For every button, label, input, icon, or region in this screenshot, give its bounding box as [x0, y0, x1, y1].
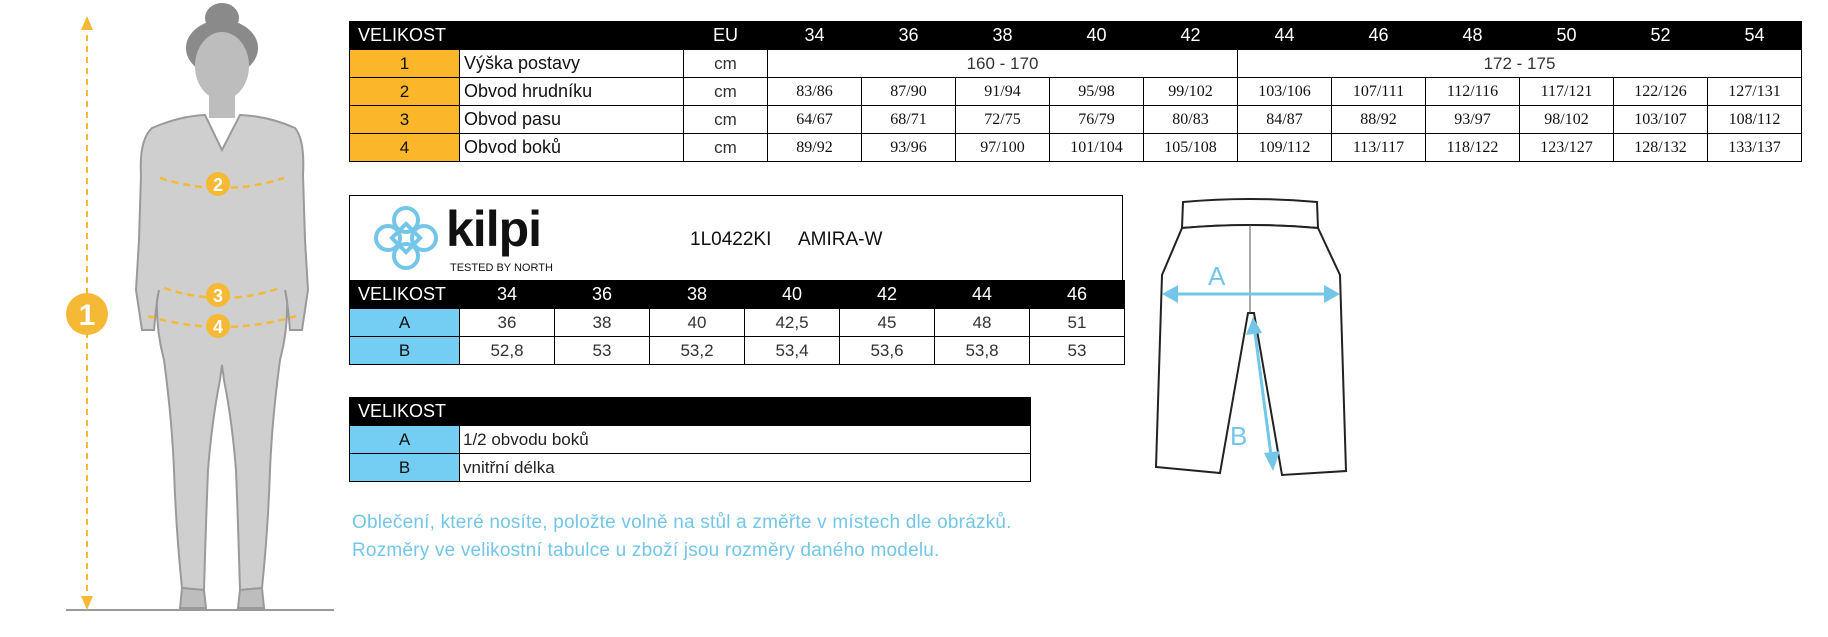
product-code: 1L0422KI — [690, 229, 772, 250]
cell: 88/92 — [1332, 106, 1426, 134]
table-row — [350, 50, 1802, 78]
row-unit: cm — [684, 106, 768, 134]
cell: 36 — [460, 309, 555, 337]
measurement-legend-table — [349, 397, 1031, 482]
cell: 53,8 — [935, 337, 1030, 365]
model-size-note: Rozměry ve velikostní tabulce u zboží jsou rozměry daného modelu. — [352, 540, 940, 561]
cell: 113/117 — [1332, 134, 1426, 162]
cell: 72/75 — [956, 106, 1050, 134]
shorts-outline — [1156, 199, 1346, 475]
header-size: 34 — [768, 22, 862, 50]
cell: 53,2 — [650, 337, 745, 365]
header-unit: EU — [684, 22, 768, 50]
measure-instruction-note: Oblečení, které nosíte, položte volně na stůl a změřte v místech dle obrázků. — [352, 512, 1012, 533]
cell: 53 — [555, 337, 650, 365]
cell: 53 — [1030, 337, 1125, 365]
row-unit: cm — [684, 78, 768, 106]
table-row — [350, 426, 1031, 454]
cell: 133/137 — [1708, 134, 1802, 162]
cell: 118/122 — [1426, 134, 1520, 162]
body-measurement-figure — [0, 0, 345, 637]
cell: 68/71 — [862, 106, 956, 134]
row-number: 3 — [350, 106, 460, 134]
product-size-table — [349, 280, 1125, 365]
row-label: Výška postavy — [460, 50, 684, 78]
svg-text:1: 1 — [78, 299, 96, 332]
row-number: 4 — [350, 134, 460, 162]
brand-logo-text: kilpi — [446, 201, 542, 257]
cell: 122/126 — [1614, 78, 1708, 106]
row-label: B — [350, 454, 460, 482]
table-row — [350, 309, 1125, 337]
header-size: 46 — [1332, 22, 1426, 50]
cell: 91/94 — [956, 78, 1050, 106]
header-size: 36 — [555, 281, 650, 309]
brand-tagline: TESTED BY NORTH — [450, 262, 553, 274]
kilpi-knot-logo-icon — [370, 202, 442, 274]
cell: 103/107 — [1614, 106, 1708, 134]
marker-4 — [206, 314, 230, 338]
cell: 93/97 — [1426, 106, 1520, 134]
header-size: 34 — [460, 281, 555, 309]
cell: 98/102 — [1520, 106, 1614, 134]
header-size: 38 — [650, 281, 745, 309]
row-description: 1/2 obvodu boků — [460, 426, 1031, 454]
cell: 80/83 — [1144, 106, 1238, 134]
cell: 117/121 — [1520, 78, 1614, 106]
header-label: VELIKOST — [350, 22, 684, 50]
row-label: B — [350, 337, 460, 365]
cell: 89/92 — [768, 134, 862, 162]
measure-label-b: B — [1230, 421, 1248, 451]
row-unit: cm — [684, 50, 768, 78]
svg-text:4: 4 — [212, 317, 224, 337]
cell: 112/116 — [1426, 78, 1520, 106]
header-size: 44 — [1238, 22, 1332, 50]
cell: 105/108 — [1144, 134, 1238, 162]
cell: 40 — [650, 309, 745, 337]
header-size: 38 — [956, 22, 1050, 50]
row-label: Obvod pasu — [460, 106, 684, 134]
merged-value: 160 - 170 — [768, 50, 1238, 78]
cell: 95/98 — [1050, 78, 1144, 106]
header-size: 44 — [935, 281, 1030, 309]
cell: 107/111 — [1332, 78, 1426, 106]
row-unit: cm — [684, 134, 768, 162]
legend-header — [350, 398, 1031, 426]
cell: 123/127 — [1520, 134, 1614, 162]
table-row — [350, 78, 1802, 106]
header-label: VELIKOST — [350, 398, 1031, 426]
header-size: 54 — [1708, 22, 1802, 50]
svg-text:2: 2 — [212, 175, 224, 195]
cell: 76/79 — [1050, 106, 1144, 134]
cell: 84/87 — [1238, 106, 1332, 134]
cell: 48 — [935, 309, 1030, 337]
cell: 101/104 — [1050, 134, 1144, 162]
product-size-header — [350, 281, 1125, 309]
row-label: A — [350, 426, 460, 454]
cell: 45 — [840, 309, 935, 337]
shorts-diagram — [1150, 195, 1350, 485]
marker-1 — [66, 293, 108, 335]
cell: 42,5 — [745, 309, 840, 337]
header-size: 42 — [840, 281, 935, 309]
cell: 128/132 — [1614, 134, 1708, 162]
svg-text:3: 3 — [212, 286, 224, 306]
cell: 53,6 — [840, 337, 935, 365]
row-label: Obvod boků — [460, 134, 684, 162]
cell: 97/100 — [956, 134, 1050, 162]
table-row — [350, 134, 1802, 162]
cell: 51 — [1030, 309, 1125, 337]
merged-value: 172 - 175 — [1238, 50, 1802, 78]
cell: 53,4 — [745, 337, 840, 365]
product-name: AMIRA-W — [798, 229, 883, 250]
cell: 127/131 — [1708, 78, 1802, 106]
cell: 87/90 — [862, 78, 956, 106]
measure-label-a: A — [1208, 261, 1226, 291]
size-chart-table — [349, 21, 1802, 162]
header-size: 46 — [1030, 281, 1125, 309]
cell: 52,8 — [460, 337, 555, 365]
cell: 93/96 — [862, 134, 956, 162]
cell: 99/102 — [1144, 78, 1238, 106]
row-number: 2 — [350, 78, 460, 106]
header-size: 48 — [1426, 22, 1520, 50]
table-row — [350, 106, 1802, 134]
brand-header — [349, 195, 1123, 280]
header-size: 52 — [1614, 22, 1708, 50]
header-size: 40 — [745, 281, 840, 309]
header-size: 42 — [1144, 22, 1238, 50]
cell: 38 — [555, 309, 650, 337]
row-description: vnitřní délka — [460, 454, 1031, 482]
size-chart-header — [350, 22, 1802, 50]
cell: 109/112 — [1238, 134, 1332, 162]
row-number: 1 — [350, 50, 460, 78]
marker-3 — [206, 283, 230, 307]
header-label: VELIKOST — [350, 281, 460, 309]
cell: 108/112 — [1708, 106, 1802, 134]
table-row — [350, 337, 1125, 365]
header-size: 50 — [1520, 22, 1614, 50]
row-label: Obvod hrudníku — [460, 78, 684, 106]
row-label: A — [350, 309, 460, 337]
header-size: 40 — [1050, 22, 1144, 50]
header-size: 36 — [862, 22, 956, 50]
cell: 103/106 — [1238, 78, 1332, 106]
cell: 83/86 — [768, 78, 862, 106]
cell: 64/67 — [768, 106, 862, 134]
table-row — [350, 454, 1031, 482]
marker-2 — [206, 172, 230, 196]
